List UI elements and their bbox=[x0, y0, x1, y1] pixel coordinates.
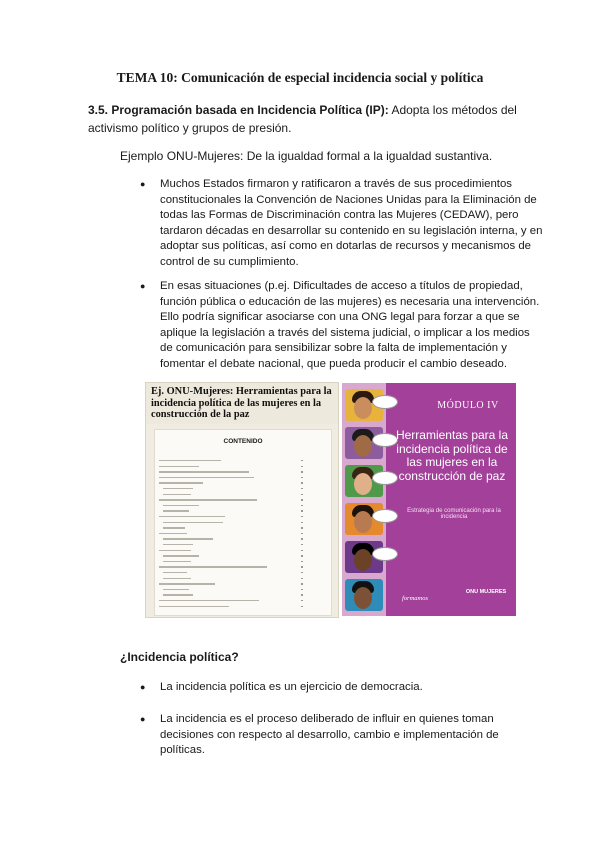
toc-line bbox=[163, 510, 189, 511]
toc-line bbox=[159, 482, 203, 483]
section-text: Adopta los métodos del activismo político y grupos de presión. bbox=[88, 103, 517, 135]
toc-page-number bbox=[301, 578, 303, 579]
toc-page-number bbox=[301, 494, 303, 495]
question-heading: ¿Incidencia política? bbox=[120, 650, 239, 664]
toc-line bbox=[159, 606, 229, 607]
figure-caption: Ej. ONU-Mujeres: Herramientas para la incidencia política de las mujeres en la construcción de la paz bbox=[146, 383, 338, 424]
toc-page-number bbox=[301, 460, 303, 461]
toc-line bbox=[163, 544, 193, 545]
toc-line bbox=[159, 566, 267, 567]
toc-line bbox=[163, 505, 199, 506]
speech-bubble-icon bbox=[372, 547, 398, 561]
toc-line bbox=[163, 522, 223, 523]
example-line: Ejemplo ONU-Mujeres: De la igualdad formal a la igualdad sustantiva. bbox=[120, 149, 493, 163]
toc-page-number bbox=[301, 471, 303, 472]
toc-page-number bbox=[301, 516, 303, 517]
toc-line bbox=[159, 477, 254, 478]
toc-line bbox=[163, 594, 193, 595]
cover-title: Herramientas para la incidencia política de las mujeres en la construcción de paz bbox=[395, 428, 509, 483]
toc-line bbox=[163, 488, 193, 489]
toc-page-number bbox=[301, 566, 303, 567]
contents-sheet bbox=[154, 429, 332, 616]
cover-module-label: MÓDULO IV bbox=[437, 400, 499, 411]
toc-page-number bbox=[301, 510, 303, 511]
bullet-list-bottom-1 bbox=[140, 680, 545, 696]
toc-line bbox=[163, 561, 191, 562]
section-heading: 3.5. Programación basada en Incidencia Política (IP): bbox=[88, 103, 389, 117]
toc-page-number bbox=[301, 538, 303, 539]
toc-page-number bbox=[301, 466, 303, 467]
toc-line bbox=[159, 471, 249, 472]
bullet-item: ● En esas situaciones (p.ej. Dificultades de acceso a títulos de propiedad, función pública o educación de las mujeres) es necesaria una intervención. Ello podría significar asociarse con una ONG legal para forzar a que se aplique la legislación a través del sistema judicial, o implicar a los medios de comunicación para sensibilizar sobre la falta de implementación y fomentar el debate nacional, que pueda producir el cambio deseado. bbox=[140, 279, 545, 373]
formamos-logo: formamos bbox=[402, 595, 429, 602]
toc-page-number bbox=[301, 505, 303, 506]
toc-line bbox=[163, 555, 199, 556]
speech-bubble-icon bbox=[372, 395, 398, 409]
toc-page-number bbox=[301, 477, 303, 478]
toc-page-number bbox=[301, 594, 303, 595]
toc-line bbox=[163, 527, 185, 528]
woman-portrait-image bbox=[345, 579, 383, 611]
toc-line bbox=[163, 572, 187, 573]
toc-page-number bbox=[301, 550, 303, 551]
toc-line bbox=[159, 533, 187, 534]
bullet-list-top-2 bbox=[140, 279, 545, 373]
toc-line bbox=[159, 499, 257, 500]
cover-subtitle: Estrategia de comunicación para la incidencia bbox=[407, 508, 501, 520]
speech-bubble-icon bbox=[372, 509, 398, 523]
bullet-list-top-1 bbox=[140, 177, 545, 271]
un-women-logo: ONU MUJERES bbox=[465, 589, 507, 595]
bullet-list-bottom-2 bbox=[140, 712, 545, 759]
contents-heading: CONTENIDO bbox=[223, 438, 263, 445]
toc-line bbox=[163, 538, 213, 539]
bullet-item: ● La incidencia política es un ejercicio de democracia. bbox=[140, 680, 545, 696]
toc-page-number bbox=[301, 583, 303, 584]
toc-line bbox=[163, 494, 191, 495]
toc-line bbox=[159, 600, 259, 601]
toc-page-number bbox=[301, 555, 303, 556]
toc-page-number bbox=[301, 499, 303, 500]
toc-page-number bbox=[301, 522, 303, 523]
toc-page-number bbox=[301, 527, 303, 528]
toc-page-number bbox=[301, 488, 303, 489]
toc-page-number bbox=[301, 600, 303, 601]
toc-page-number bbox=[301, 572, 303, 573]
toc-page-number bbox=[301, 561, 303, 562]
cover-figure bbox=[342, 383, 516, 616]
contents-figure bbox=[145, 382, 339, 618]
bullet-item: ● Muchos Estados firmaron y ratificaron a través de sus procedimientos constitucionales la Convención de Naciones Unidas para la Eliminación de todas las Formas de Discriminación contra las Mujeres (CEDAW), pero tardaron décadas en desarrollar su contenido en su legislación interna, y en adoptar sus políticas, así como en dotarlas de recursos y mecanismos de control de su cumplimiento. bbox=[140, 177, 545, 271]
toc-page-number bbox=[301, 482, 303, 483]
toc-line bbox=[163, 578, 191, 579]
toc-page-number bbox=[301, 606, 303, 607]
page-title: TEMA 10: Comunicación de especial incidencia social y política bbox=[116, 70, 484, 85]
toc-page-number bbox=[301, 533, 303, 534]
cover-faces-strip bbox=[342, 383, 386, 616]
toc-page-number bbox=[301, 589, 303, 590]
toc-line bbox=[159, 550, 191, 551]
toc-line bbox=[159, 466, 199, 467]
bullet-item: ● La incidencia es el proceso deliberado de influir en quienes toman decisiones con respecto al desarrollo, cambio e implementación de políticas. bbox=[140, 712, 545, 759]
toc-line bbox=[159, 516, 225, 517]
toc-page-number bbox=[301, 544, 303, 545]
toc-line bbox=[159, 460, 221, 461]
section-paragraph bbox=[88, 101, 528, 137]
toc-line bbox=[163, 589, 189, 590]
toc-line bbox=[159, 583, 215, 584]
